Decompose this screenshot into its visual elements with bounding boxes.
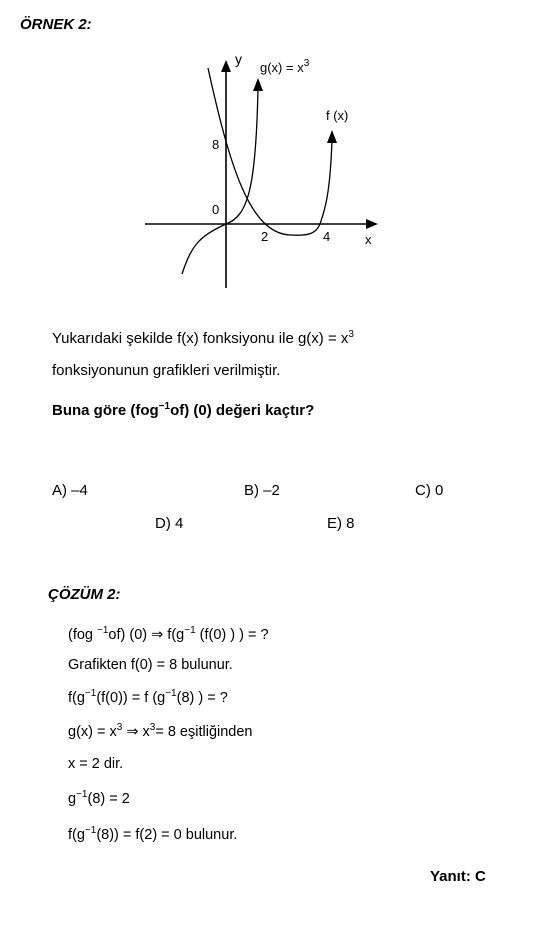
- f-curve-arrow: [327, 130, 337, 143]
- y-axis-label: y: [235, 51, 242, 67]
- y-axis-arrow: [221, 60, 231, 72]
- solution-line-6: $g^{-1}(8) = 2$: [68, 789, 130, 807]
- statement-line-1: Yukarıdaki şekilde f(x) fonksiyonu ile $g(x) = x^3$: [52, 329, 354, 347]
- statement-line-2: fonksiyonunun grafikleri verilmiştir.: [52, 362, 281, 379]
- choice-a[interactable]: A) –4: [52, 482, 88, 499]
- f-label: f (x): [326, 108, 349, 123]
- g-curve: [182, 88, 258, 274]
- x-tick-4: 4: [323, 229, 331, 244]
- solution-line-4: $g(x) = x^3$ ⇒ $x^3= 8$ eşitliğinden: [68, 722, 253, 740]
- choice-b[interactable]: B) –2: [244, 482, 280, 499]
- solution-line-1: (fog $^{-1}$of) (0) ⇒ $f(g^{-1}$ (f(0) ) ) = ?: [68, 625, 269, 643]
- solution-line-3: $f(g^{-1}(f(0)) = f$ ($g^{-1}(8)$ ) = ?: [68, 688, 228, 706]
- g-label: $g(x) = x^3$: [260, 58, 310, 75]
- x-axis-arrow: [366, 219, 378, 229]
- solution-line-7: $f(g^{-1}(8)) = f(2) = 0$ bulunur.: [68, 825, 238, 843]
- question-text: Buna göre (fog$^{-1}$of) (0) değeri kaçtır?: [52, 401, 315, 419]
- example-heading: ÖRNEK 2:: [20, 16, 92, 33]
- answer-text: Yanıt: C: [430, 868, 486, 885]
- x-axis-label: x: [365, 232, 372, 247]
- y-tick-8: 8: [212, 137, 220, 152]
- solution-line-5: x = 2 dir.: [68, 756, 124, 772]
- choice-c[interactable]: C) 0: [415, 482, 444, 499]
- function-graph: [140, 48, 400, 293]
- origin-label: 0: [212, 202, 220, 217]
- solution-heading: ÇÖZÜM 2:: [48, 586, 121, 603]
- solution-line-2: Grafikten f(0) = 8 bulunur.: [68, 657, 233, 673]
- g-curve-arrow: [253, 78, 263, 91]
- choice-d[interactable]: D) 4: [155, 515, 184, 532]
- x-tick-2: 2: [261, 229, 269, 244]
- choice-e[interactable]: E) 8: [327, 515, 355, 532]
